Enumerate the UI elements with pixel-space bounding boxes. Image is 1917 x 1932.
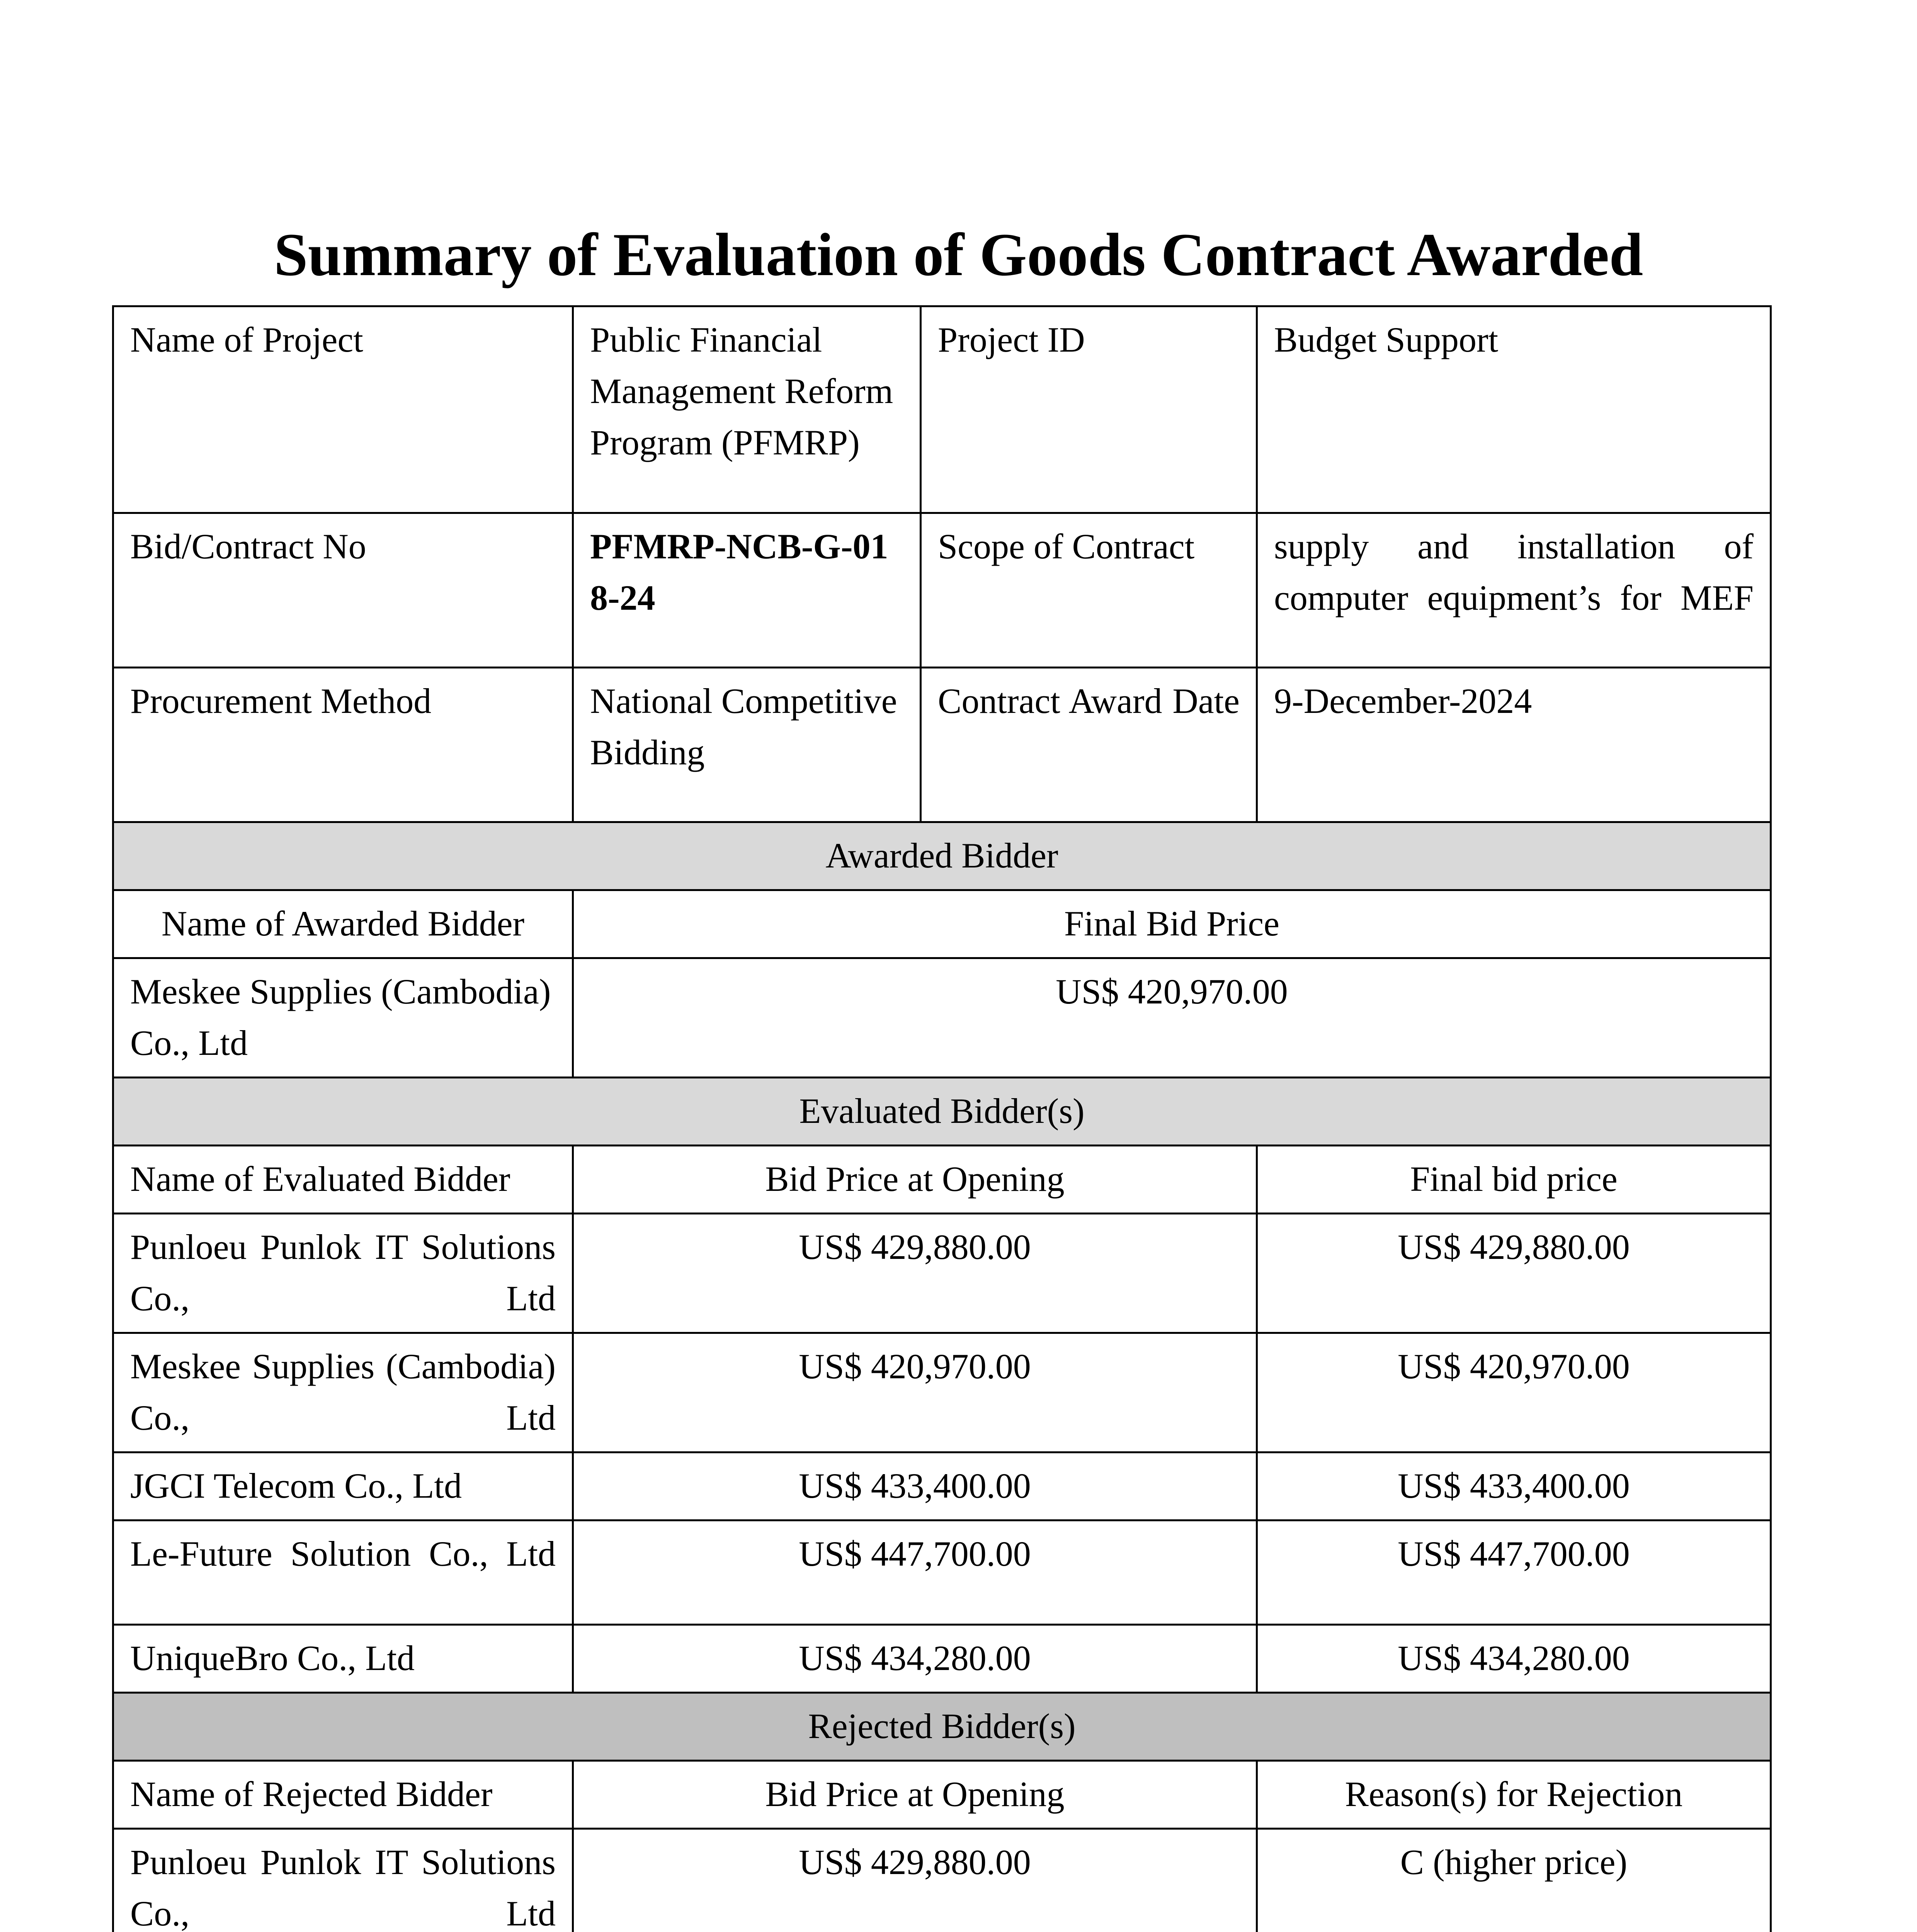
contract-no-value: PFMRP-NCB-G-018-24 (573, 513, 921, 668)
awarded-bidder-name: Meskee Supplies (Cambodia) Co., Ltd (113, 958, 573, 1078)
evaluated-opening-price: US$ 434,280.00 (573, 1625, 1257, 1693)
procurement-method-row (113, 668, 1771, 822)
evaluated-header-row (113, 1146, 1771, 1214)
evaluated-final-price: US$ 420,970.00 (1257, 1333, 1771, 1452)
awarded-bidder-price: US$ 420,970.00 (573, 958, 1771, 1078)
evaluated-bidder-name: Le-Future Solution Co., Ltd (113, 1520, 573, 1625)
evaluated-final-header: Final bid price (1257, 1146, 1771, 1214)
evaluated-final-price: US$ 447,700.00 (1257, 1520, 1771, 1625)
evaluated-bidder-name: JGCI Telecom Co., Ltd (113, 1452, 573, 1520)
evaluated-name-header: Name of Evaluated Bidder (113, 1146, 573, 1214)
project-name-row (113, 306, 1771, 513)
evaluated-opening-header: Bid Price at Opening (573, 1146, 1257, 1214)
awarded-section-title: Awarded Bidder (113, 822, 1771, 890)
evaluated-row (113, 1625, 1771, 1693)
rejected-row (113, 1829, 1771, 1932)
project-name-value: Public Financial Management Reform Program (PFMRP) (573, 306, 921, 513)
scope-value: supply and installation of computer equipment’s for MEF (1257, 513, 1771, 668)
evaluated-opening-price: US$ 420,970.00 (573, 1333, 1257, 1452)
awarded-price-header: Final Bid Price (573, 890, 1771, 958)
contract-no-label: Bid/Contract No (113, 513, 573, 668)
evaluated-opening-price: US$ 433,400.00 (573, 1452, 1257, 1520)
evaluated-row (113, 1452, 1771, 1520)
awarded-name-header: Name of Awarded Bidder (113, 890, 573, 958)
evaluated-row (113, 1214, 1771, 1333)
award-date-label: Contract Award Date (921, 668, 1257, 822)
evaluated-bidder-name: Meskee Supplies (Cambodia) Co., Ltd (113, 1333, 573, 1452)
scope-label: Scope of Contract (921, 513, 1257, 668)
project-name-label: Name of Project (113, 306, 573, 513)
procurement-method-value: National Competitive Bidding (573, 668, 921, 822)
rejected-opening-header: Bid Price at Opening (573, 1761, 1257, 1829)
awarded-bidder-row (113, 958, 1771, 1078)
project-id-value: Budget Support (1257, 306, 1771, 513)
rejected-bidder-name: Punloeu Punlok IT Solutions Co., Ltd (113, 1829, 573, 1932)
procurement-method-label: Procurement Method (113, 668, 573, 822)
rejected-reason-header: Reason(s) for Rejection (1257, 1761, 1771, 1829)
evaluated-opening-price: US$ 429,880.00 (573, 1214, 1257, 1333)
evaluated-section-title: Evaluated Bidder(s) (113, 1078, 1771, 1146)
contract-no-row (113, 513, 1771, 668)
evaluated-final-price: US$ 434,280.00 (1257, 1625, 1771, 1693)
evaluated-row (113, 1520, 1771, 1625)
awarded-section-row (113, 822, 1771, 890)
evaluated-bidder-name: UniqueBro Co., Ltd (113, 1625, 573, 1693)
rejected-opening-price: US$ 429,880.00 (573, 1829, 1257, 1932)
awarded-header-row (113, 890, 1771, 958)
evaluated-section-row (113, 1078, 1771, 1146)
evaluated-opening-price: US$ 447,700.00 (573, 1520, 1257, 1625)
rejected-reason: C (higher price) (1257, 1829, 1771, 1932)
evaluation-summary-table (112, 305, 1772, 1932)
evaluated-row (113, 1333, 1771, 1452)
evaluated-final-price: US$ 433,400.00 (1257, 1452, 1771, 1520)
rejected-section-row (113, 1693, 1771, 1761)
document-title: Summary of Evaluation of Goods Contract Awarded (274, 221, 1643, 289)
award-date-value: 9-December-2024 (1257, 668, 1771, 822)
rejected-name-header: Name of Rejected Bidder (113, 1761, 573, 1829)
rejected-header-row (113, 1761, 1771, 1829)
evaluated-bidder-name: Punloeu Punlok IT Solutions Co., Ltd (113, 1214, 573, 1333)
rejected-section-title: Rejected Bidder(s) (113, 1693, 1771, 1761)
project-id-label: Project ID (921, 306, 1257, 513)
evaluated-final-price: US$ 429,880.00 (1257, 1214, 1771, 1333)
